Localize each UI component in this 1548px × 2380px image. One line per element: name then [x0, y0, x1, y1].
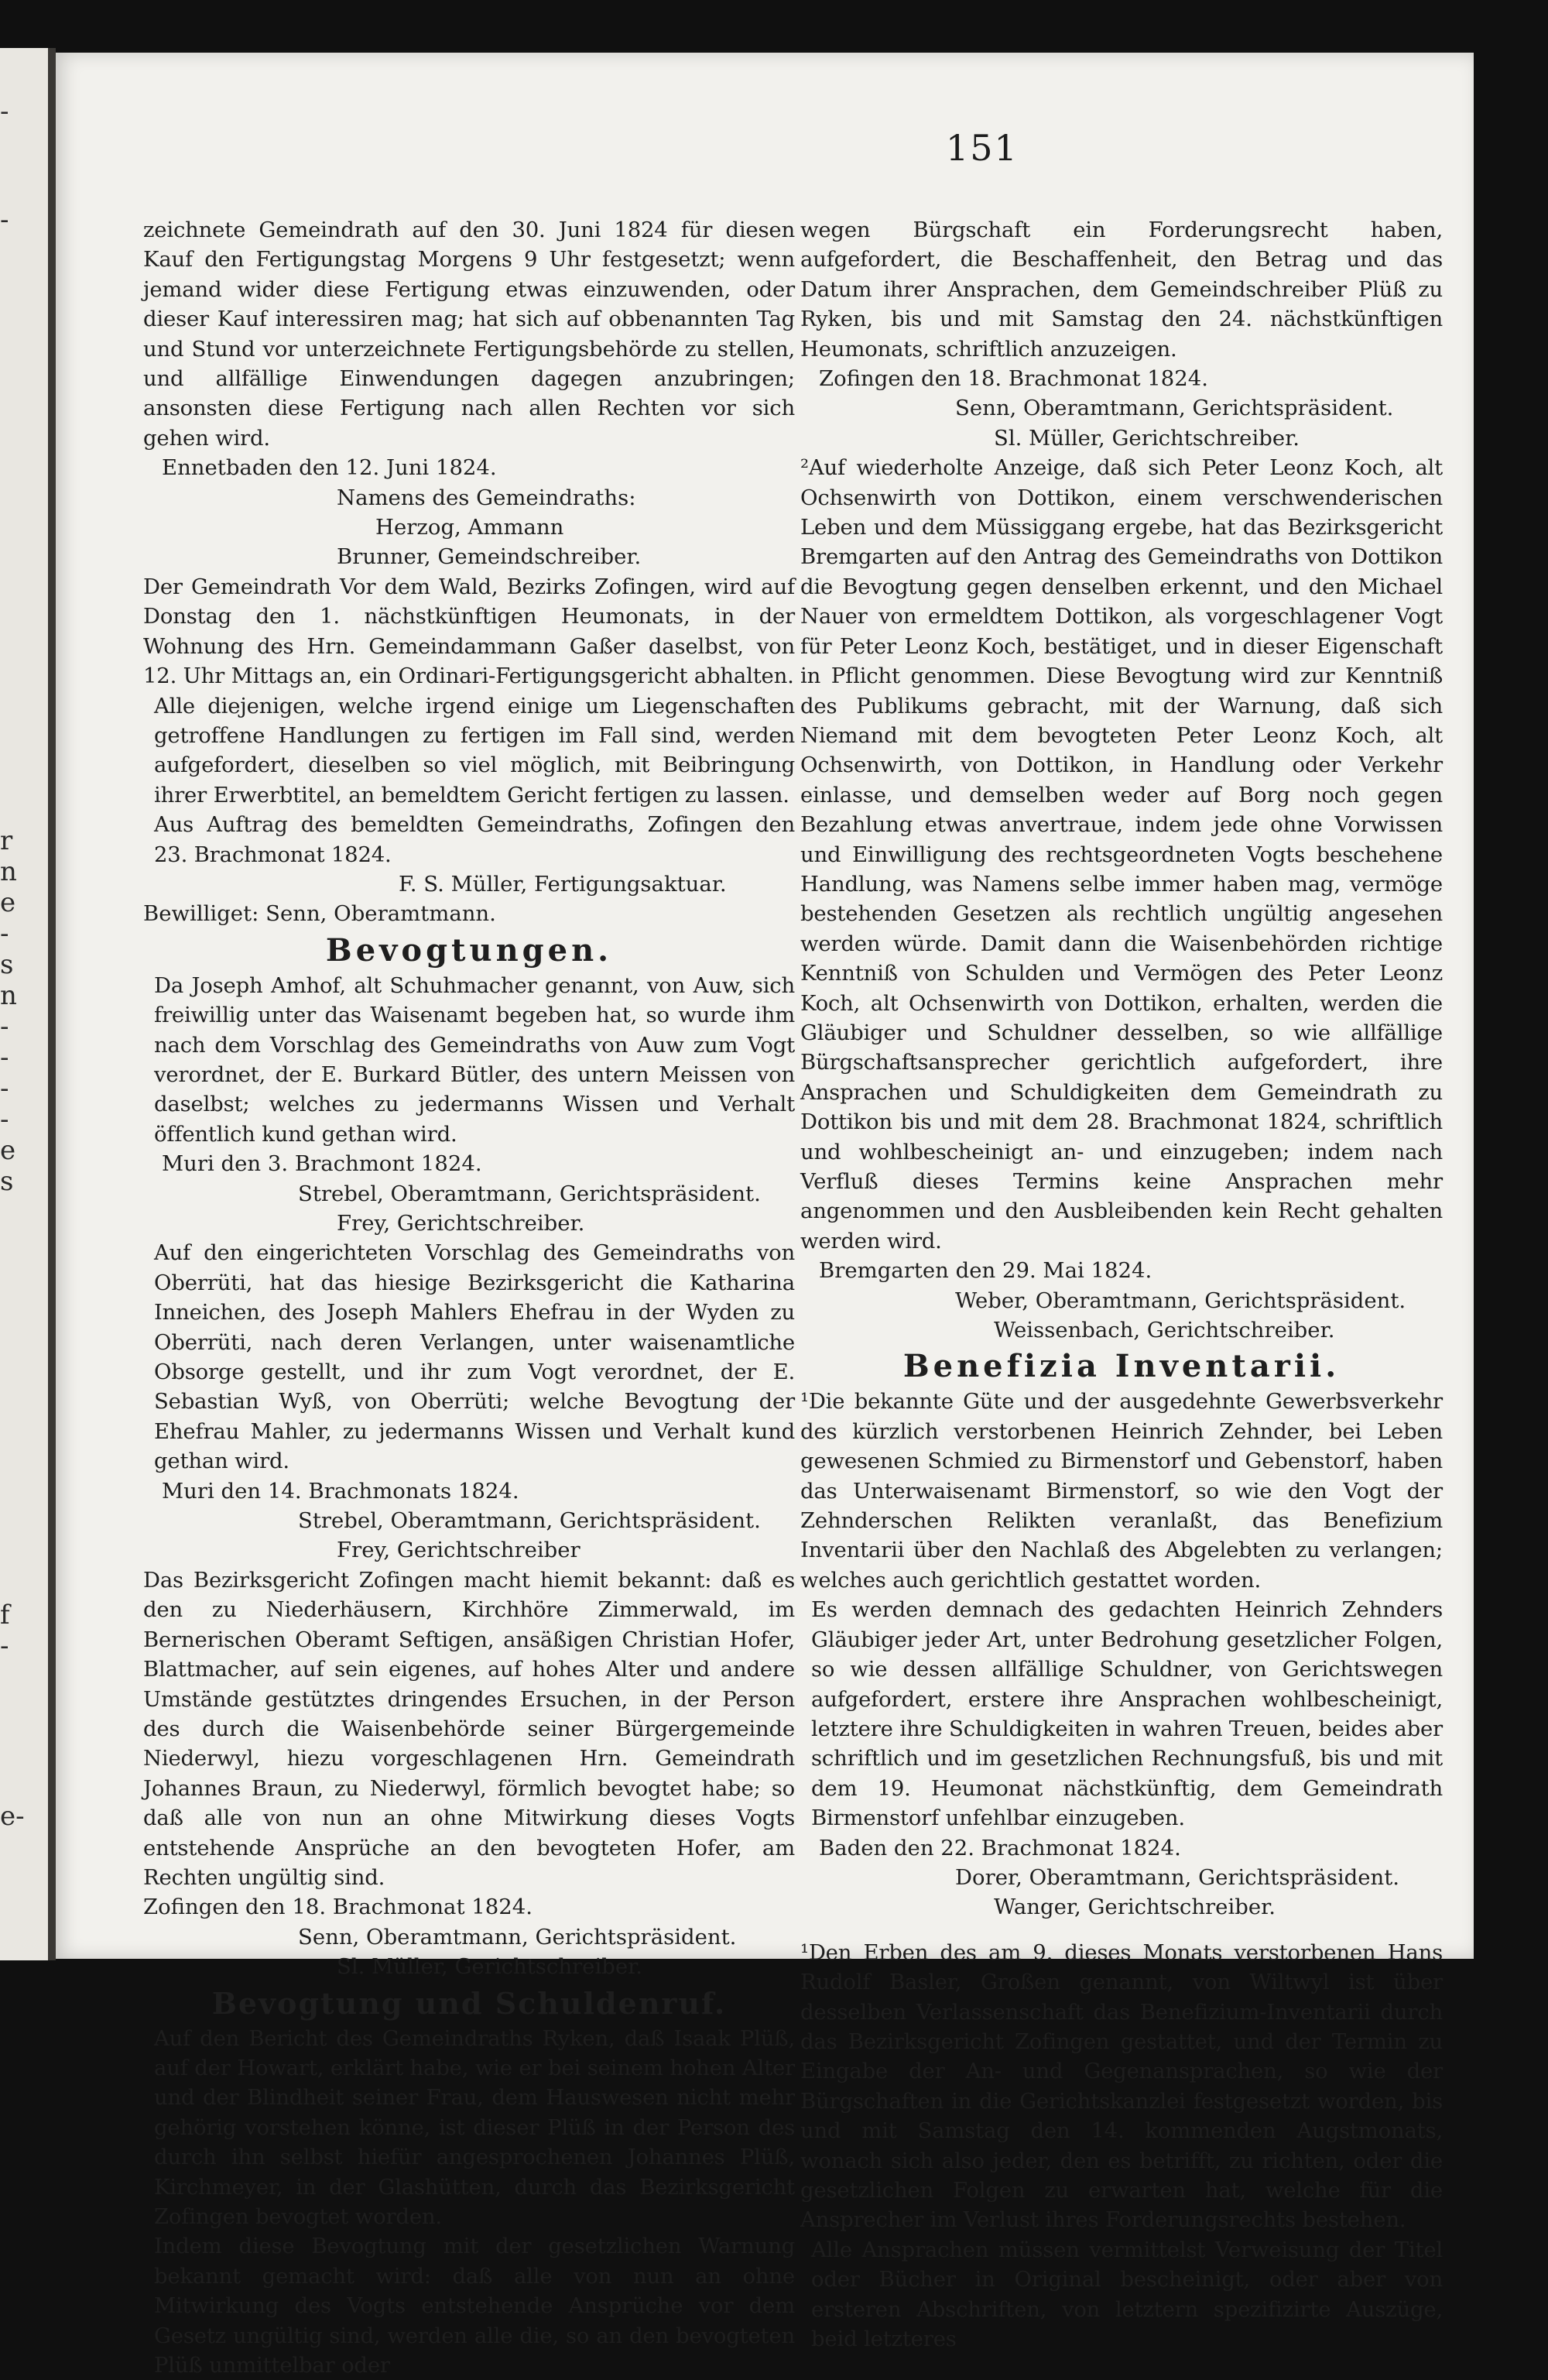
- notice-place-date: Ennetbaden den 12. Juni 1824.: [162, 455, 497, 481]
- notice-text: Aus Auftrag des bemeldten Gemeindraths, Zofingen den 23. Brachmonat 1824.: [154, 812, 795, 867]
- notice-text: ¹Die bekannte Güte und der ausgedehnte Gewerbsverkehr des kürzlich verstorbenen Heinrich Zehnder, bei Leben gewesenen Schmied zu Birmenstorf und Gebenstorf, haben das Unterwaisenamt Birmenstorf, so wie den Vogt der Zehnderschen Relikten veranlaßt, das Benefizium Inventarii über den Nachlaß des Abgelebten zu verlangen; welches auch gerichtlich gestattet worden.: [800, 1389, 1443, 1593]
- notice-place-date: Bremgarten den 29. Mai 1824.: [819, 1258, 1152, 1284]
- notice-signature: Senn, Oberamtmann, Gerichtspräsident.: [955, 396, 1394, 421]
- prev-page-fragment: -: [0, 918, 9, 949]
- notice-text: Alle Ansprachen müssen vermittelst Verweisung der Titel oder Bücher in Original bescheinigt, oder aber von ersteren Abschriften, von letztern spezifizirte Auszüge, beid letzteres: [811, 2237, 1443, 2352]
- notice-text: Es werden demnach des gedachten Heinrich Zehnders Gläubiger jeder Art, unter Bedrohung gesetzlicher Folgen, so wie dessen allfällige Schuldner, von Gerichtswegen aufgefordert, erstere ihre Ansprachen wohlbescheinigt, letztere ihre Schuldigkeiten in wahren Treuen, beides aber schriftlich und im gesetzlichen Rechnungsfuß, bis und mit dem 19. Heumonat nächstkünftig, dem Gemeindrath Birmenstorf unfehlbar einzugeben.: [811, 1597, 1443, 1831]
- notice-place-date: Baden den 22. Brachmonat 1824.: [819, 1835, 1181, 1860]
- prev-page-fragment: e: [0, 887, 16, 918]
- notice-signature: Bewilliget: Senn, Oberamtmann.: [143, 901, 496, 927]
- notice-text: zeichnete Gemeindrath auf den 30. Juni 1824 für diesen Kauf den Fertigungstag Morgens 9 Uhr festgesetzt; wenn jemand wider diese Fertigung etwas einzuwenden, oder dieser Kauf interessiren mag; hat sich auf obbenannten Tag und Stund vor unterzeichnete Fertigungsbehörde zu stellen, und allfällige Einwendungen dagegen anzubringen; ansonsten diese Fertigung nach allen Rechten vor sich gehen wird.: [143, 218, 795, 451]
- notice-signature: Frey, Gerichtschreiber.: [337, 1211, 585, 1236]
- notice-signature: Dorer, Oberamtmann, Gerichtspräsident.: [955, 1864, 1399, 1890]
- notice-signature: Sl. Müller, Gerichtschreiber.: [337, 1954, 642, 1980]
- notice-signature: Wanger, Gerichtschreiber.: [994, 1895, 1276, 1920]
- prev-page-fragment: -: [0, 1631, 9, 1662]
- notice-signature: Senn, Oberamtmann, Gerichtspräsident.: [298, 1924, 737, 1950]
- book-gutter: [48, 48, 56, 1960]
- notice-signature: Weissenbach, Gerichtschreiber.: [994, 1318, 1335, 1343]
- section-heading: Bevogtung und Schuldenruf.: [211, 1985, 727, 2021]
- prev-page-fragment: s: [0, 949, 14, 980]
- prev-page-fragment: -: [0, 96, 9, 127]
- notice-place-date: Zofingen den 18. Brachmonat 1824.: [143, 1895, 533, 1920]
- left-column: [143, 215, 795, 2380]
- notice-text: ¹Den Erben des am 9. dieses Monats verstorbenen Hans Rudolf Basler, Großen genannt, von Wiltwyl ist über desselben Verlassenschaft das Benefizium-Inventarii durch das Bezirksgericht Zofingen gestattet, und der Termin zu Eingabe der An- und Gegenansprachen, so wie der Bürgschaften in die Gerichtskanzlei festgesetzt worden, bis und mit Samstag den 14. kommenden Augstmonats, wonach sich also jeder, den es betrifft, zu richten, oder die gesetzlichen Folgen zu erwarten hat, welche für die Ansprecher im Verlust ihres Forderungsrechts bestehen.: [800, 1939, 1443, 2233]
- scanned-page: [56, 53, 1474, 2378]
- notice-place-date: Muri den 3. Brachmont 1824.: [162, 1151, 482, 1177]
- prev-page-fragment: -: [0, 204, 9, 235]
- prev-page-fragment: f: [0, 1600, 10, 1631]
- notice-text: wegen Bürgschaft ein Forderungsrecht haben, aufgefordert, die Beschaffenheit, den Betrag und das Datum ihrer Ansprachen, dem Gemeindschreiber Plüß zu Ryken, bis und mit Samstag den 24. nächstkünftigen Heumonats, schriftlich anzuzeigen.: [800, 218, 1443, 362]
- notice-text: ²Auf wiederholte Anzeige, daß sich Peter Leonz Koch, alt Ochsenwirth von Dottikon, einem verschwenderischen Leben und dem Müssiggang ergebe, hat das Bezirksgericht Bremgarten auf den Antrag des Gemeindraths von Dottikon die Bevogtung gegen denselben erkennt, und den Michael Nauer von ermeldtem Dottikon, als vorgeschlagener Vogt für Peter Leonz Koch, bestätiget, und in dieser Eigenschaft in Pflicht genommen. Diese Bevogtung wird zur Kenntniß des Publikums gebracht, mit der Warnung, daß sich Niemand mit dem bevogteten Peter Leonz Koch, alt Ochsenwirth, von Dottikon, in Handlung oder Verkehr einlasse, und demselben weder auf Borg noch gegen Bezahlung etwas anvertraue, indem jede ohne Vorwissen und Einwilligung des rechtsgeordneten Vogts beschehene Handlung, was Namens selbe immer haben mag, vermöge bestehenden Gesetzen als rechtlich ungültig angesehen werden würde. Damit dann die Waisenbehörden richtige Kenntniß von Schulden und Vermögen des Peter Leonz Koch, alt Ochsenwirth von Dottikon, erhalten, werden die Gläubiger und Schuldner desselben, so wie allfällige Bürgschaftsansprecher gerichtlich aufgefordert, ihre Ansprachen und Schuldigkeiten dem Gemeindrath zu Dottikon bis und mit dem 28. Brachmonat 1824, schriftlich und wohlbescheinigt an- und einzugeben; indem nach Verfluß dieses Termins keine Ansprachen mehr angenommen und den Ausbleibenden kein Recht gehalten werden wird.: [800, 455, 1443, 1253]
- section-heading: Bevogtungen.: [325, 931, 613, 969]
- section-heading: Benefizia Inventarii.: [902, 1348, 1341, 1385]
- notice-signature: Strebel, Oberamtmann, Gerichtspräsident.: [298, 1181, 761, 1206]
- notice-signature: Frey, Gerichtschreiber: [337, 1538, 580, 1563]
- prev-page-fragment: -: [0, 1042, 9, 1073]
- notice-text: Auf den eingerichteten Vorschlag des Gemeindraths von Oberrüti, hat das hiesige Bezirksgericht die Katharina Inneichen, des Joseph Mahlers Ehefrau in der Wyden zu Oberrüti, nach deren Verlangen, unter waisenamtliche Obsorge gestellt, und ihr zum Vogt verordnet, der E. Sebastian Wyß, von Oberrüti; welche Bevogtung der Ehefrau Mahler, zu jedermanns Wissen und Verhalt kund gethan wird.: [154, 1240, 795, 1474]
- prev-page-fragment: -: [0, 1104, 9, 1135]
- notice-text: Indem diese Bevogtung mit der gesetzlichen Warnung bekannt gemacht wird: daß alle von nun an ohne Mitwirkung des Vogts entstehende Ansprüche vor dem Gesetz ungültig sind, werden alle die, so an den bevogteten Plüß unmittelbar oder: [154, 2234, 795, 2378]
- notice-signature: Strebel, Oberamtmann, Gerichtspräsident.: [298, 1508, 761, 1534]
- notice-text: Auf den Bericht des Gemeindraths Ryken, daß Isaak Plüß, auf der Howart, erklärt habe, wie er bei seinem hohen Alter und der Blindheit seiner Frau, dem Hauswesen nicht mehr gehörig vorstehen könne, ist dieser Plüß in der Person des durch ihn selbst hiefür angesprochenen Johannes Plüß, Kirchmeyer, in der Glashütten, durch das Bezirksgericht Zofingen bevogtet worden.: [154, 2025, 795, 2229]
- right-column: [800, 215, 1443, 2354]
- notice-text: Alle diejenigen, welche irgend einige um Liegenschaften getroffene Handlungen zu fertigen im Fall sind, werden aufgefordert, dieselben so viel möglich, mit Beibringung ihrer Erwerbtitel, an bemeldtem Gericht fertigen zu lassen.: [154, 693, 795, 808]
- prev-page-fragment: -: [0, 1011, 9, 1042]
- notice-text: Da Joseph Amhof, alt Schuhmacher genannt, von Auw, sich freiwillig unter das Waisenamt begeben hat, so wurde ihm nach dem Vorschlag des Gemeindraths von Auw zum Vogt verordnet, der E. Burkard Bütler, des untern Meissen von daselbst; welches zu jedermanns Wissen und Verhalt öffentlich kund gethan wird.: [154, 972, 795, 1147]
- prev-page-fragment: r: [0, 825, 13, 856]
- prev-page-fragment: -: [0, 1073, 9, 1104]
- notice-text: Das Bezirksgericht Zofingen macht hiemit bekannt: daß es den zu Niederhäusern, Kirchhöre Zimmerwald, im Bernerischen Oberamt Seftigen, ansäßigen Christian Hofer, Blattmacher, auf sein eigenes, auf hohes Alter und andere Umstände gestütztes dringendes Ersuchen, in der Person des durch die Waisenbehörde seiner Bürgergemeinde Niederwyl, hiezu vorgeschlagenen Hrn. Gemeindrath Johannes Braun, zu Niederwyl, förmlich bevogtet habe; so daß alle von nun an ohne Mitwirkung dieses Vogts entstehende Ansprüche an den bevogteten Hofer, am Rechten ungültig sind.: [143, 1567, 795, 1890]
- notice-signature: Namens des Gemeindraths:: [337, 485, 636, 510]
- prev-page-fragment: e-: [0, 1801, 25, 1832]
- notice-place-date: Zofingen den 18. Brachmonat 1824.: [819, 366, 1208, 392]
- prev-page-fragment: e: [0, 1135, 16, 1166]
- notice-signature: F. S. Müller, Fertigungsaktuar.: [399, 871, 727, 897]
- prev-page-fragment: n: [0, 856, 17, 887]
- notice-signature: Brunner, Gemeindschreiber.: [337, 544, 642, 570]
- prev-page-fragment: n: [0, 980, 17, 1011]
- notice-signature: Weber, Oberamtmann, Gerichtspräsident.: [955, 1288, 1406, 1313]
- notice-place-date: Muri den 14. Brachmonats 1824.: [162, 1478, 519, 1504]
- notice-signature: Sl. Müller, Gerichtschreiber.: [994, 425, 1300, 451]
- page-number: 151: [946, 127, 1019, 169]
- previous-page-edge: [0, 48, 48, 1960]
- prev-page-fragment: s: [0, 1166, 14, 1197]
- notice-signature: Herzog, Ammann: [375, 515, 564, 540]
- notice-text: Der Gemeindrath Vor dem Wald, Bezirks Zofingen, wird auf Donstag den 1. nächstkünftigen Heumonats, in der Wohnung des Hrn. Gemeindammann Gaßer daselbst, von 12. Uhr Mittags an, ein Ordinari-Fertigungsgericht abhalten.: [143, 574, 795, 689]
